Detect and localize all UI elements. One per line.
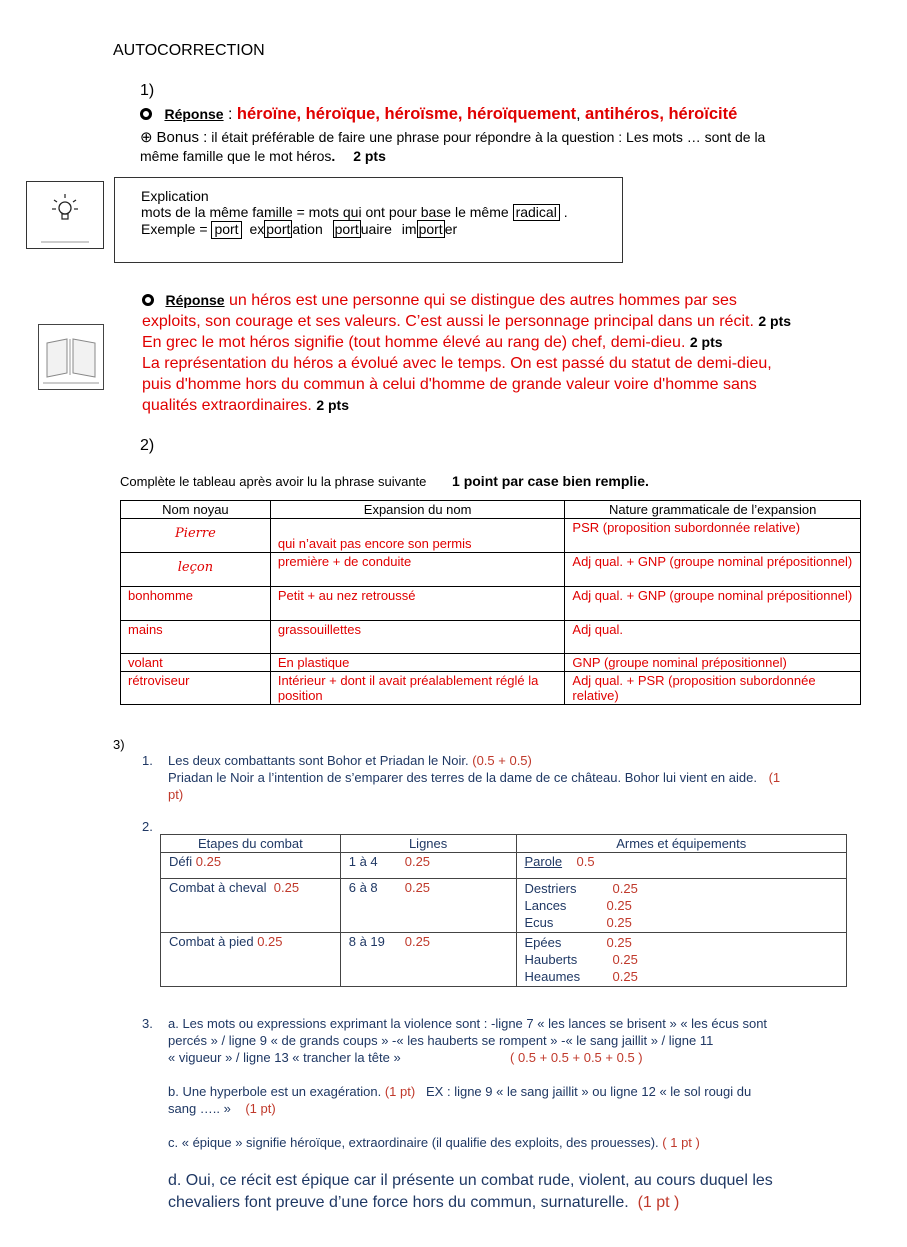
cell-nom: volant [121,654,271,672]
section-2-instruction-line [120,473,649,489]
cell-exp: qui n’avait pas encore son permis [270,519,565,553]
answer-2-line-5 [142,374,791,395]
arme-name: Lances [524,898,567,913]
col-header: Nature grammaticale de l’expansion [565,501,861,519]
book-icon [38,324,104,390]
arme-points: 0.25 [606,898,632,913]
q3a-line-2 [142,1032,767,1049]
arme-name: Heaumes [524,969,581,984]
cell-nom: mains [121,621,271,654]
q1-points-1: (0.5 + 0.5) [472,753,532,768]
col-header: Lignes [340,835,516,853]
table-header-row [161,835,847,853]
q3c-points: ( 1 pt ) [662,1135,700,1150]
rep2-line-4: La représentation du héros a évolué avec le temps. On est passé du statut de demi-dieu, [142,355,772,372]
table-row [121,553,861,587]
answer-1 [140,105,737,124]
q3a-text-1: a. Les mots ou expressions exprimant la violence sont : -ligne 7 « les lances se brisent » « les écus sont [168,1016,768,1031]
q1-points-2a: (1 [768,770,781,785]
arme-points: 0.25 [606,915,632,930]
reponse-label: Réponse [164,106,224,122]
cell-lignes [340,879,516,933]
bonus-text-2: même famille que le mot héros [140,148,332,164]
q1-text-1: Les deux combattants sont Bohor et Priadan le Noir. [168,753,469,768]
cell-nat: PSR (proposition subordonnée relative) [565,519,861,553]
rep2-line-2: exploits, son courage et ses valeurs. C’est aussi le personnage principal dans un récit. [142,313,754,330]
page-title: AUTOCORRECTION [113,42,265,59]
arme-row [525,951,839,968]
answer-2 [142,290,791,416]
cell-exp: Intérieur + dont il avait préalablement réglé la position [270,672,565,705]
col-header: Armes et équipements [516,835,847,853]
bonus-points: 2 pts [353,148,386,164]
rep2-line-6: qualités extraordinaires. [142,397,312,414]
ex-imp-a: im [401,221,417,238]
etape-text: Défi [169,854,193,869]
q3a-line-3 [142,1049,767,1066]
table-row [161,853,847,879]
rep2-points-1: 2 pts [758,313,792,329]
reponse-words: héroïne, héroïque, héroïsme, héroïquement [236,105,577,123]
ex-port: port [211,221,241,238]
lignes-text: 6 à 8 [348,880,378,895]
etape-text: Combat à pied [169,934,254,949]
answer-2-line-6 [142,395,791,416]
cell-nat: GNP (groupe nominal prépositionnel) [565,654,861,672]
lignes-points: 0.25 [404,854,431,869]
bonus-line [140,128,765,146]
arme-name: Hauberts [524,952,578,967]
arme-row [525,880,839,897]
q3d-text-2: chevaliers font preuve d’une force hors du commun, surnaturelle. [168,1194,629,1211]
cell-nom: rétroviseur [121,672,271,705]
q1 [142,752,780,803]
answer-2-line-3 [142,332,791,353]
nom-text: Pierre [175,526,216,541]
q1-text-2: Priadan le Noir a l’intention de s’emparer des terres de la dame de ce château. Bohor lui vient en aide. [168,770,757,785]
etape-text: Combat à cheval [169,880,267,895]
arme-row [525,968,839,985]
bullet-circle-icon-2 [142,294,154,306]
cell-nom [121,553,271,587]
cell-exp: En plastique [270,654,565,672]
q2-number: 2. [142,819,153,834]
arme-row [525,897,839,914]
explanation-line-2 [141,221,622,238]
section-3-number: 3) [113,737,125,752]
arme-points: 0.25 [612,881,638,896]
arme-name: Epées [524,935,562,950]
etape-points: 0.25 [195,854,222,869]
answer-2-line-4 [142,353,791,374]
cell-nat: Adj qual. + GNP (groupe nominal prépositionnel) [565,587,861,621]
rep2-line-1: un héros est une personne qui se distingue des autres hommes par ses [224,292,737,309]
q1-number: 1. [142,753,153,768]
instruction: Complète le tableau après avoir lu la phrase suivante [120,474,427,489]
reponse-2-label: Réponse [165,292,225,308]
q3 [142,1015,767,1151]
expl-period: . [559,204,568,220]
cell-exp: première + de conduite [270,553,565,587]
reponse-sep: : [223,106,237,123]
nom-text: leçon [177,560,214,575]
q3b-line-1 [142,1083,767,1100]
rep2-points-2: 2 pts [689,334,723,350]
q1-line-2 [142,769,780,786]
ex-imp-b: er [444,221,458,238]
cell-armes [516,853,847,879]
table-row [121,654,861,672]
q3c-text: c. « épique » signifie héroïque, extraordinaire (il qualifie des exploits, des prouesses). [168,1135,659,1150]
q3-number: 3. [142,1016,153,1031]
arme-name: Parole [524,854,563,869]
rep2-line-3: En grec le mot héros signifie (tout homme élevé au rang de) chef, demi-dieu. [142,334,686,351]
col-header: Etapes du combat [161,835,341,853]
answer-2-line-1 [142,290,791,311]
q3c-line [142,1134,767,1151]
col-header: Expansion du nom [270,501,565,519]
explanation-title: Explication [141,188,209,204]
bonus-text: il était préférable de faire une phrase pour répondre à la question : Les mots … sont de la [207,129,766,145]
example-prefix: Exemple = [141,221,212,238]
bonus-line-2 [140,148,386,164]
q1-line-1 [142,752,780,769]
arme-name: Destriers [524,881,577,896]
radical-box: radical [513,204,560,221]
table-header-row [121,501,861,519]
cell-lignes [340,933,516,987]
cell-nom [121,519,271,553]
q3d-points: (1 pt ) [637,1194,680,1211]
lignes-text: 1 à 4 [348,854,378,869]
expl-text: mots de la même famille = mots qui ont pour base le même [141,204,513,220]
arme-points: 0.25 [612,969,638,984]
ex-portu-box: port [334,221,359,238]
q3b-points-2: (1 pt) [245,1101,276,1116]
reponse-words-2: antihéros, héroïcité [585,105,738,123]
q3d-line-2 [168,1192,773,1214]
arme-points: 0.25 [612,952,638,967]
arme-row [525,914,839,931]
q3b-points-1: (1 pt) [384,1084,416,1099]
bonus-icon: ⊕ [140,129,153,146]
table-row [121,621,861,654]
etape-points: 0.25 [273,880,300,895]
bullet-circle-icon [140,108,152,120]
lignes-points: 0.25 [404,934,431,949]
reponse-comma: , [576,106,586,123]
ex-expo-a: ex [249,221,265,238]
q1-points-2b: pt) [168,787,184,802]
cell-nat: Adj qual. + PSR (proposition subordonnée relative) [565,672,861,705]
rep2-points-3: 2 pts [316,397,350,413]
bonus-period: . [331,148,336,164]
arme-points: 0.25 [606,935,632,950]
cell-armes [516,933,847,987]
explanation-box [114,177,623,263]
q3a-line-1 [142,1015,767,1032]
bonus-label: Bonus : [156,129,208,146]
cell-armes [516,879,847,933]
section-1-number: 1) [140,82,155,99]
table-row [161,933,847,987]
q3b-text-1b: EX : ligne 9 « le sang jaillit » ou ligne 12 « le sol rougi du [426,1084,752,1099]
col-header: Nom noyau [121,501,271,519]
arme-row [525,934,839,951]
table-row [121,672,861,705]
cell-lignes [340,853,516,879]
q3b-text-2: sang ….. » [168,1101,231,1116]
arme-points: 0.5 [576,854,595,869]
table-row [121,519,861,553]
cell-exp: Petit + au nez retroussé [270,587,565,621]
ex-expo-b: ation [292,221,323,238]
cell-exp: grassouillettes [270,621,565,654]
cell-etape [161,933,341,987]
etape-points: 0.25 [257,934,283,949]
table-row [121,587,861,621]
ex-expo-box: port [266,221,291,238]
cell-nat: Adj qual. [565,621,861,654]
instruction-points: 1 point par case bien remplie. [452,473,649,489]
answer-2-line-2 [142,311,791,332]
q3a-points: ( 0.5 + 0.5 + 0.5 + 0.5 ) [510,1050,643,1065]
q3b-line-2 [142,1100,767,1117]
ex-portu-b: uaire [360,221,392,238]
arme-name: Ecus [524,915,554,930]
explanation-line-1 [141,204,622,221]
section-2-number: 2) [140,437,155,454]
q3b-text-1a: b. Une hyperbole est un exagération. [168,1084,382,1099]
lignes-text: 8 à 19 [348,934,385,949]
cell-etape [161,879,341,933]
cell-nat: Adj qual. + GNP (groupe nominal prépositionnel) [565,553,861,587]
q3a-text-2: percés » / ligne 9 « de grands coups » -« les hauberts se rompent » -« le sang jaillit » / ligne 11 [168,1033,714,1048]
q3d-line-1: d. Oui, ce récit est épique car il présente un combat rude, violent, au cours duquel les [168,1172,773,1189]
combat-table [160,834,847,987]
cell-etape [161,853,341,879]
ex-imp-box: port [418,221,443,238]
cell-nom: bonhomme [121,587,271,621]
q1-line-3 [142,786,780,803]
lightbulb-icon [26,181,104,249]
table-row [161,879,847,933]
q3d [168,1170,773,1214]
grammar-table [120,500,861,705]
lignes-points: 0.25 [404,880,431,895]
rep2-line-5: puis d'homme hors du commun à celui d'homme de grande valeur voire d'homme sans [142,376,757,393]
q3a-text-3: « vigueur » / ligne 13 « trancher la tête » [168,1050,401,1065]
